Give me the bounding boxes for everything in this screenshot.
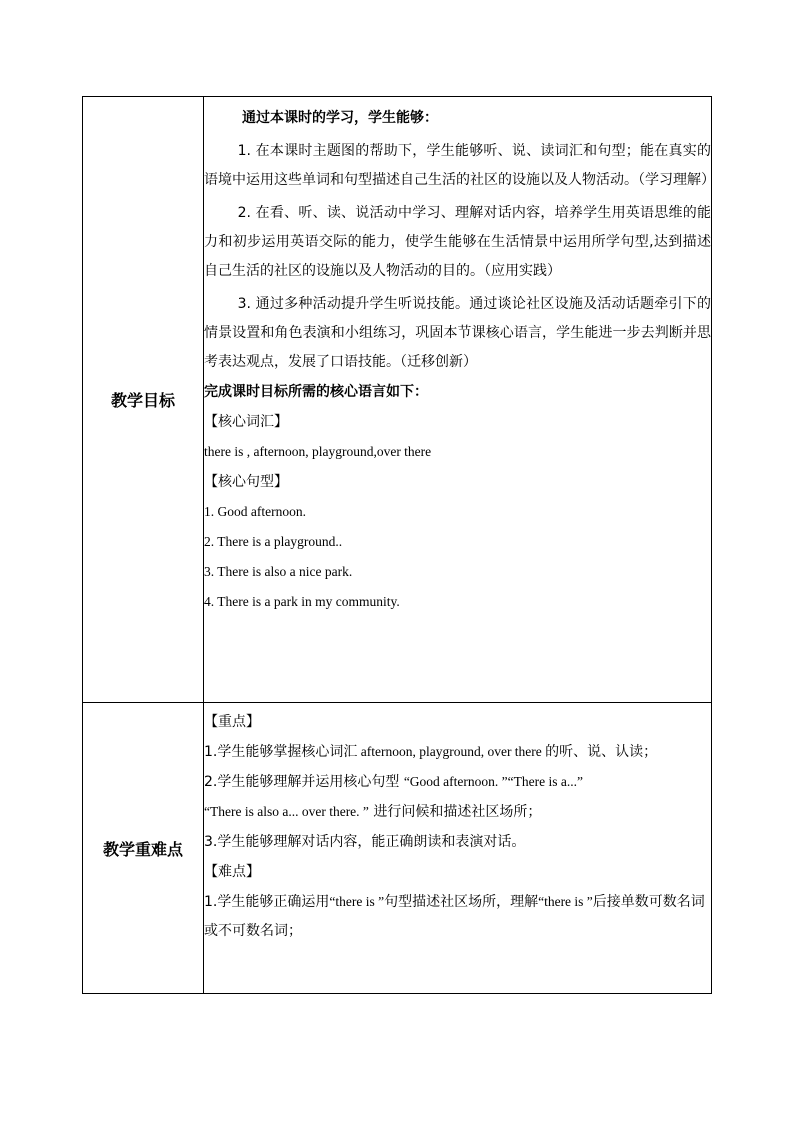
objective-item-1: 1. 在本课时主题图的帮助下，学生能够听、说、读词汇和句型；能在真实的语境中运用这些单词和句型描述自己生活的社区的设施以及人物活动。（学习理解）	[204, 143, 715, 188]
difficult-point-1-quote-2: “there is ”	[538, 894, 593, 909]
key-point-2	[204, 767, 711, 827]
objectives-label: 教学目标	[83, 97, 204, 703]
core-sentence-4: 4. There is a park in my community.	[204, 594, 400, 609]
difficult-point-1-quote-1: “there is ”	[329, 894, 385, 909]
core-sentence-1: 1. Good afternoon.	[204, 504, 306, 519]
key-point-1-suffix: 的听、说、认读；	[545, 744, 658, 760]
objectives-content	[204, 97, 715, 703]
objectives-row	[83, 97, 712, 703]
key-point-3: 3.学生能够理解对话内容，能正确朗读和表演对话。	[204, 834, 526, 850]
difficult-point-1-prefix: 1.学生能够正确运用	[204, 894, 330, 910]
difficult-point-1	[204, 887, 711, 946]
objective-item-3: 3. 通过多种活动提升学生听说技能。通过谈论社区设施及活动话题牵引下的情景设置和角色表演和小组练习，巩固本节课核心语言，学生能进一步去判断并思考表达观点，发展了口语技能。（迁移创新）	[204, 296, 711, 370]
key-point-2-suffix: 进行问候和描述社区场所；	[368, 804, 542, 820]
lesson-plan-table	[82, 96, 715, 994]
key-points-heading: 【重点】	[204, 714, 260, 730]
core-vocab: there is , afternoon, playground,over there	[204, 444, 432, 459]
key-point-1-words: afternoon, playground, over there	[357, 744, 546, 759]
difficult-points-heading: 【难点】	[204, 864, 260, 880]
key-point-1-prefix: 1.学生能够掌握核心词汇	[204, 744, 358, 760]
key-point-1	[204, 737, 711, 767]
objectives-intro: 通过本课时的学习，学生能够：	[242, 110, 438, 126]
key-point-2-prefix: 2.学生能够理解并运用核心句型	[204, 774, 404, 790]
objective-item-2: 2. 在看、听、读、说活动中学习、理解对话内容，培养学生用英语思维的能力和初步运用英语交际的能力，使学生能够在生活情景中运用所学句型,达到描述自己生活的社区的设施以及人物活动的目的。（应用实践）	[204, 205, 711, 279]
core-sentence-heading: 【核心句型】	[204, 474, 288, 490]
difficulties-row	[83, 703, 712, 994]
core-sentence-3: 3. There is also a nice park.	[204, 564, 353, 579]
difficulties-label: 教学重难点	[83, 703, 204, 994]
key-point-2-quote-1: “Good afternoon. ”“There is a...”	[403, 774, 583, 789]
difficult-point-1-mid: 句型描述社区场所，理解	[384, 894, 539, 910]
core-language-heading: 完成课时目标所需的核心语言如下：	[204, 384, 428, 400]
key-point-2-quote-2: “There is also a... over there. ”	[204, 804, 369, 819]
difficult-point-1-suffix: 后接单数可数名词或不可数名词；	[204, 894, 705, 939]
core-sentence-2: 2. There is a playground..	[204, 534, 343, 549]
core-vocab-heading: 【核心词汇】	[204, 414, 288, 430]
difficulties-content	[204, 703, 712, 994]
